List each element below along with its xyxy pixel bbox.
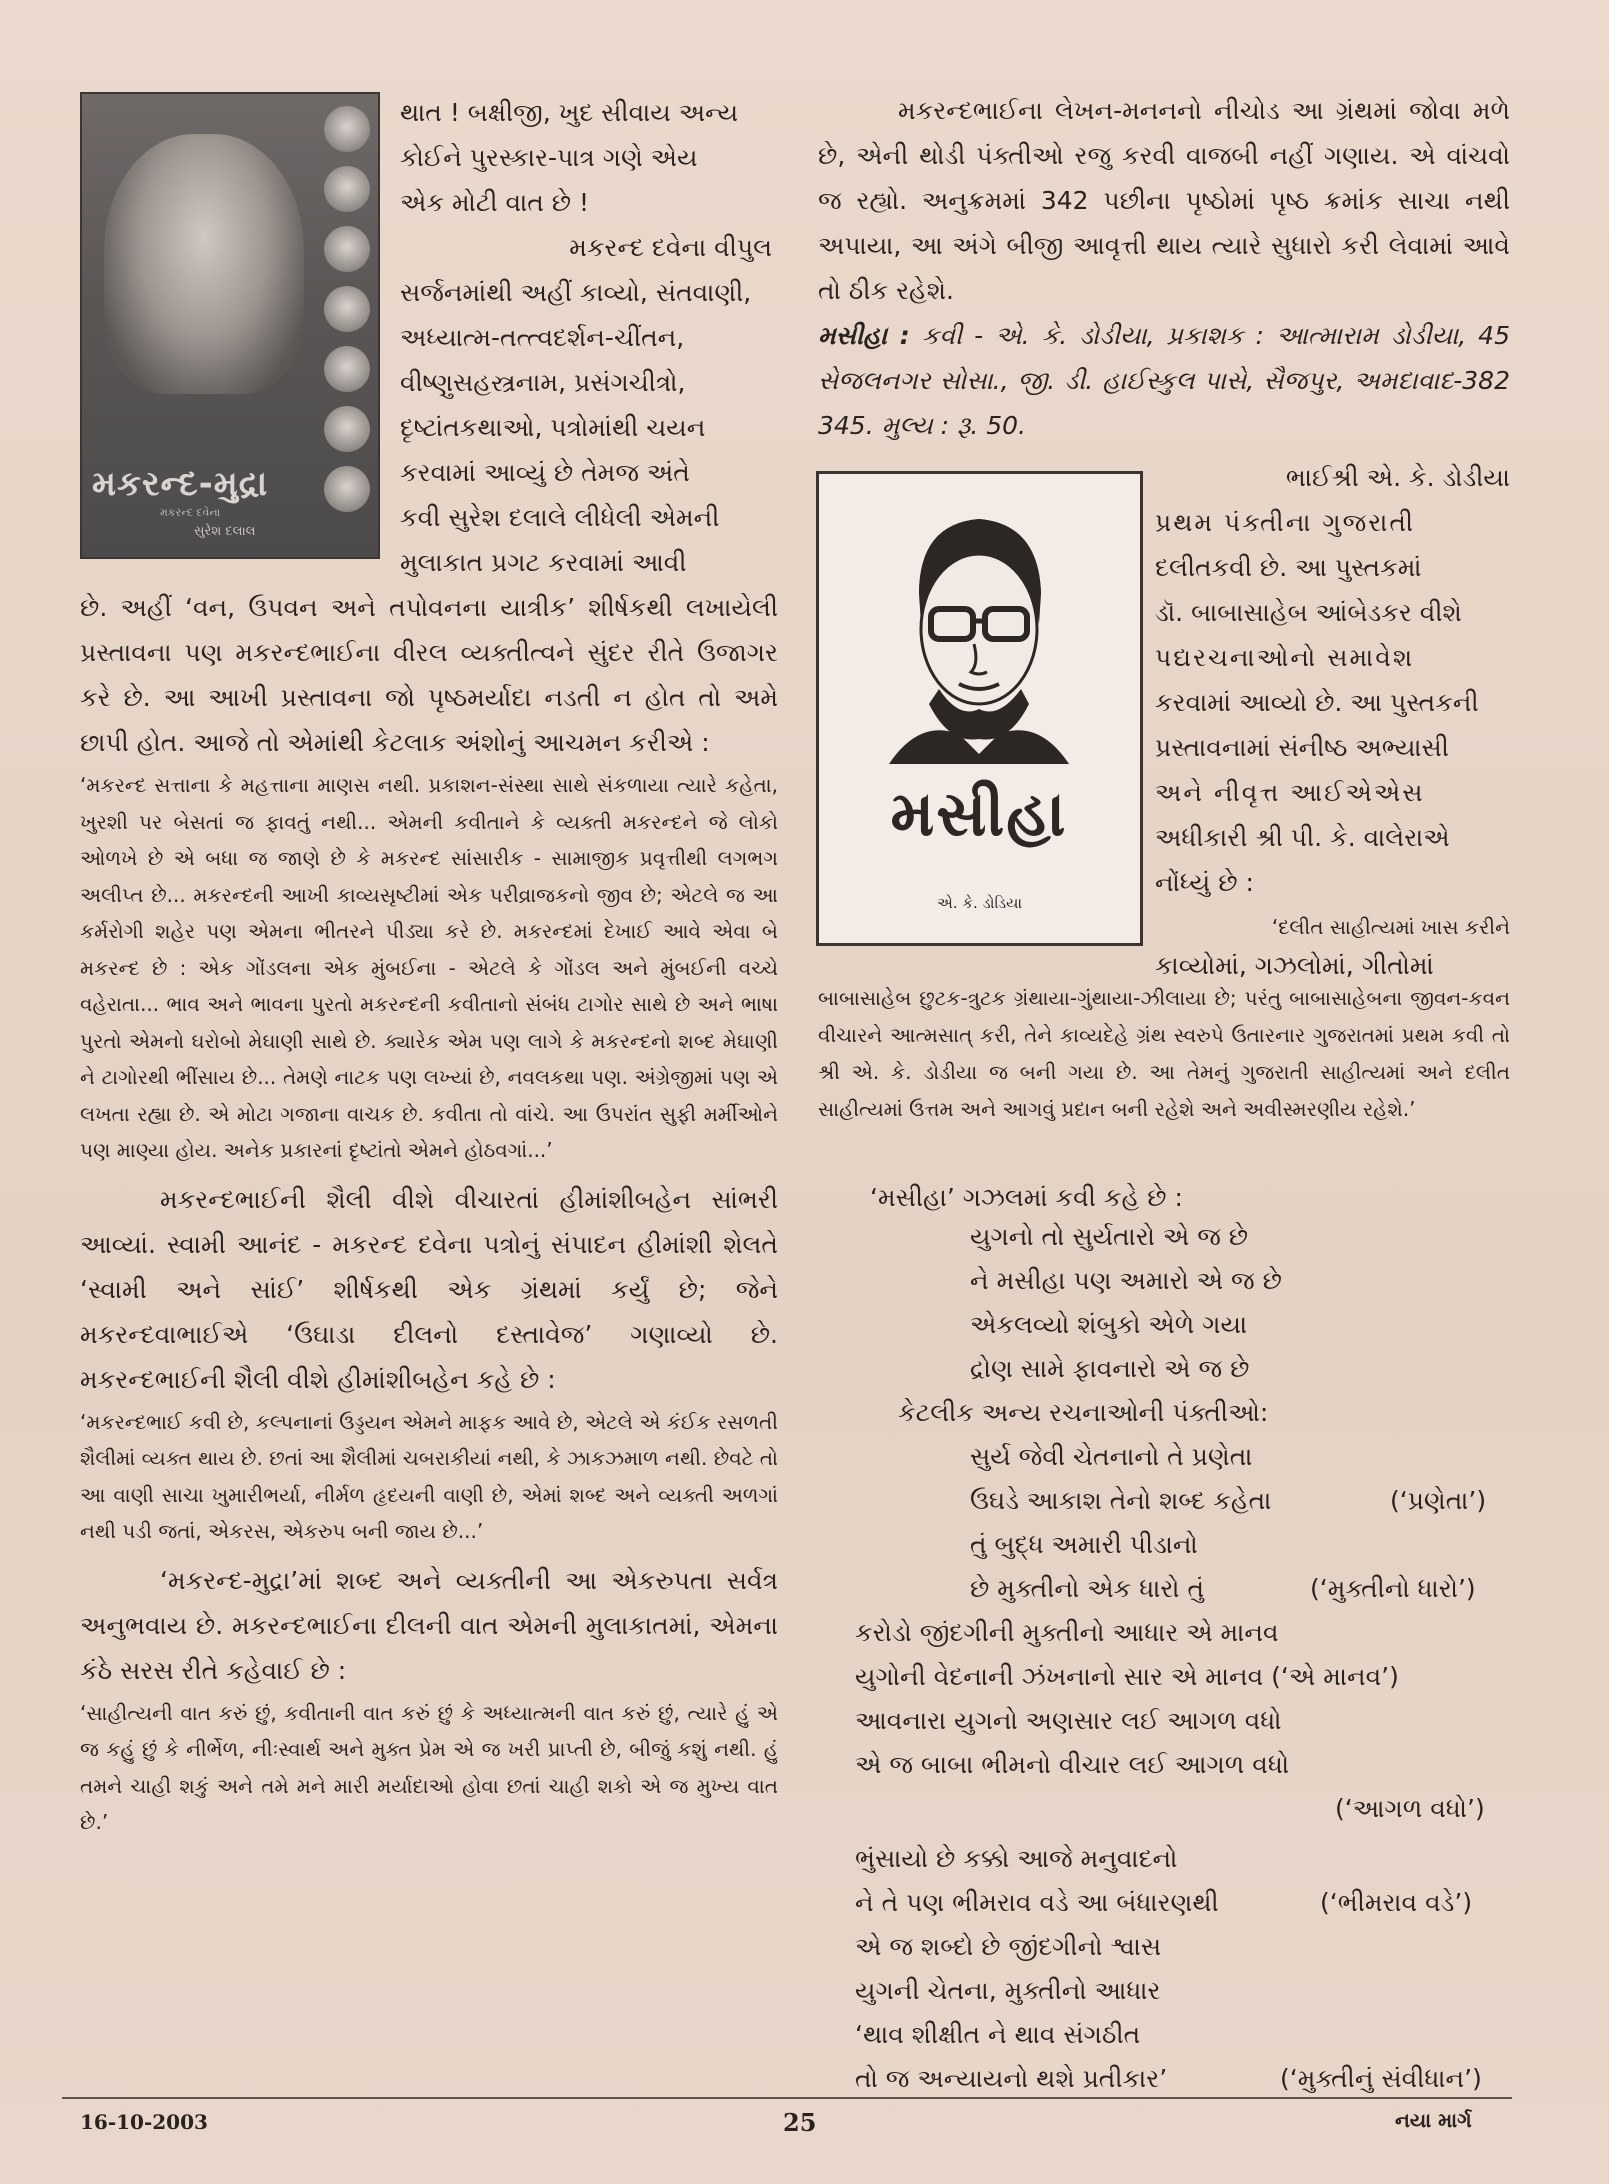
- paragraph: મકરન્દભાઈની શૈલી વીશે વીચારતાં હીમાંશીબહેન સાંભરી આવ્યાં. સ્વામી આનંદ - મકરન્દ દવેના પત્રોનું સંપાદન હીમાંશી શેલતે ‘સ્વામી અને સાંઈ’ શીર્ષકથી એક ગ્રંથમાં કર્યું છે; જેને મકરન્દવાભાઈએ ‘ઉઘાડા દીલનો દસ્તાવેજ’ ગણાવ્યો છે. મકરન્દભાઈની શૈલી વીશે હીમાંશીબહેન કહે છે :: [80, 1184, 778, 1394]
- text-line: પ્રસ્તાવનામાં સંનીષ્ઠ અભ્યાસી: [1155, 733, 1449, 762]
- verse-line: દ્રોણ સામે ફાવનારો એ જ છે: [970, 1354, 1250, 1383]
- verse-line: એ જ બાબા ભીમનો વીચાર લઈ આગળ વધો: [855, 1750, 1290, 1779]
- text-line: ભાઈશ્રી એ. કે. ડોડીયા: [1285, 463, 1510, 492]
- cover-title: મસીહા: [890, 777, 1068, 850]
- verse-line: ને તે પણ ભીમરાવ વડે આ બંધારણથી: [855, 1888, 1219, 1917]
- text-line: ડૉ. બાબાસાહેબ આંબેડકર વીશે: [1155, 598, 1462, 627]
- cover-author: એ. કે. ડોડિયા: [937, 894, 1023, 912]
- quote-block: બાબાસાહેબ છુટક-ત્રુટક ગ્રંથાયા-ગુંથાયા-ઝીલાયા છે; પરંતુ બાબાસાહેબના જીવન-કવન વીચારને આત્મસાત્ કરી, તેને કાવ્યદેહે ગ્રંથ સ્વરુપે ઉતારનાર ગુજરાતમાં પ્રથમ કવી તો શ્રી એ. કે. ડોડીયા જ બની ગયા છે. આ તેમનું ગુજરાતી સાહીત્યમાં અને દલીત સાહીત્યમાં ઉત્તમ અને આગવું પ્રદાન બની રહેશે અને અવીસ્મરણીય રહેશે.’: [818, 986, 1510, 1121]
- verse-line: ‘થાવ શીક્ષીત ને થાવ સંગઠીત: [855, 2020, 1141, 2049]
- paragraph: ‘મકરન્દ-મુદ્રા’માં શબ્દ અને વ્યક્તીની આ એકરુપતા સર્વત્ર અનુભવાય છે. મકરન્દભાઈના દીલની વાત એમની મુલાકાતમાં, એમના કંઠે સરસ રીતે કહેવાઈ છે :: [80, 1565, 778, 1685]
- text-line: કરવામાં આવ્યું છે તેમજ અંતે: [400, 458, 690, 487]
- text-line: કાવ્યોમાં, ગઝલોમાં, ગીતોમાં: [1155, 950, 1434, 980]
- poem-reference: (‘મુક્તીનો ધારો’): [1310, 1574, 1476, 1603]
- ambedkar-portrait: [879, 504, 1079, 764]
- text-line: નોંધ્યું છે :: [1155, 868, 1254, 897]
- text-line: દલીતકવી છે. આ પુસ્તકમાં: [1155, 553, 1422, 582]
- text-line: કરવામાં આવ્યો છે. આ પુસ્તકની: [1155, 688, 1479, 717]
- cover-title: મકરન્દ-મુદ્રા: [92, 464, 269, 504]
- text-line: દૃષ્ટાંતકથાઓ, પત્રોમાંથી ચયન: [400, 413, 706, 442]
- journal-name: નયા માર્ગ: [1395, 2108, 1472, 2132]
- cover-editor: સુરેશ દલાલ: [194, 524, 256, 539]
- verse-line: સુર્ય જેવી ચેતનાનો તે પ્રણેતા: [970, 1442, 1253, 1471]
- text-line: કવી સુરેશ દલાલે લીધેલી એમની: [400, 503, 720, 532]
- footer-date: 16-10-2003: [80, 2110, 208, 2134]
- verse-line: એ જ શબ્દો છે જીંદગીનો શ્વાસ: [855, 1932, 1162, 1961]
- text-line: મકરન્દ દવેના વીપુલ: [569, 233, 772, 262]
- paragraph: છે. અહીં ‘વન, ઉપવન અને તપોવનના યાત્રીક’ શીર્ષકથી લખાયેલી પ્રસ્તાવના પણ મકરન્દભાઈના વીરલ વ્યક્તીત્વને સુંદર રીતે ઉજાગર કરે છે. આ આખી પ્રસ્તાવના જો પૃષ્ઠમર્યાદા નડતી ન હોત તો અમે છાપી હોત. આજે તો એમાંથી કેટલાક અંશોનું આચમન કરીએ :: [80, 593, 778, 757]
- text-line: થાત ! બક્ષીજી, ખુદ સીવાય અન્ય: [400, 98, 739, 127]
- text-line: કોઈને પુરસ્કાર-પાત્ર ગણે એય: [400, 143, 698, 172]
- left-intro-narrow: [400, 90, 778, 585]
- verse-line: એકલવ્યો શંબુકો એળે ગયા: [970, 1310, 1248, 1339]
- book-cover-makarand-mudra: [80, 92, 380, 559]
- quote-block: ‘સાહીત્યની વાત કરું છું, કવીતાની વાત કરું છું કે અધ્યાત્મની વાત કરું છું, ત્યારે હું એ જ કહું છું કે નીર્ભેળ, નીઃસ્વાર્થ અને મુક્ત પ્રેમ એ જ ખરી પ્રાપ્તી છે, બીજું કશું નથી. હું તમને ચાહી શકું અને તમે મને મારી મર્યાદાઓ હોવા છતાં ચાહી શકો એ જ મુખ્ય વાત છે.’: [80, 1700, 778, 1834]
- page-number: 25: [783, 2108, 817, 2137]
- text-line: મુલાકાત પ્રગટ કરવામાં આવી: [400, 548, 687, 577]
- quote-block: ‘મકરન્દભાઈ કવી છે, કલ્પનાનાં ઉડ્ડયન એમને માફક આવે છે, એટલે એ કંઈક રસળતી શૈલીમાં વ્યક્ત થાય છે. છતાં આ શૈલીમાં ચબરાકીયાં નથી, કે ઝાકઝમાળ નથી. છેવટે તો આ વાણી સાચા ખુમારીભર્યા, નીર્મળ હૃદયની વાણી છે, એમાં શબ્દ અને વ્યક્તી અળગાં નથી પડી જતાં, એકરસ, એકરુપ બની જાય છે...’: [80, 1409, 778, 1543]
- poem-reference: (‘ભીમરાવ વડે’): [1320, 1888, 1473, 1917]
- text-line: અધ્યાત્મ-તત્ત્વદર્શન-ચીંતન,: [400, 323, 685, 352]
- text-line: ‘દલીત સાહીત્યમાં ખાસ કરીને: [1271, 915, 1510, 939]
- text-line: પદ્યરચનાઓનો સમાવેશ: [1155, 643, 1415, 672]
- cover-subtitle: મકરન્દ દવેના: [160, 506, 221, 519]
- right-quote: [818, 980, 1510, 1128]
- right-intro-narrow: [1155, 455, 1510, 986]
- cover-face-thumbnail: [324, 166, 370, 212]
- verse-line: કરોડો જીંદગીની મુક્તીનો આધાર એ માનવ: [855, 1618, 1279, 1647]
- text-line: અધીકારી શ્રી પી. કે. વાલેરાએ: [1155, 823, 1450, 852]
- poem-reference: (‘આગળ વધો’): [1335, 1794, 1485, 1823]
- text-line: વીષ્ણુસહસ્ત્રનામ, પ્રસંગચીત્રો,: [400, 368, 686, 397]
- other-intro: કેટલીક અન્ય રચનાઓની પંક્તીઓ:: [898, 1398, 1269, 1427]
- verse-line: તો જ અન્યાયનો થશે પ્રતીકાર’: [855, 2064, 1168, 2093]
- text-line: અને નીવૃત્ત આઈએએસ: [1155, 778, 1425, 807]
- verse-line: ભુંસાયો છે કક્કો આજે મનુવાદનો: [855, 1844, 1178, 1873]
- verse-line: યુગનો તો સુર્યતારો એ જ છે: [970, 1222, 1249, 1251]
- verse-line: ને મસીહા પણ અમારો એ જ છે: [970, 1266, 1282, 1295]
- book-label: મસીહા :: [818, 321, 910, 350]
- masiha-intro: [870, 1175, 1470, 1220]
- footer-divider: [62, 2097, 1512, 2099]
- cover-face-thumbnail: [324, 406, 370, 452]
- cover-portrait: [104, 134, 304, 394]
- quote-block: ‘મકરન્દ સત્તાના કે મહત્તાના માણસ નથી. પ્રકાશન-સંસ્થા સાથે સંકળાયા ત્યારે કહેતા, ખુરશી પર બેસતાં જ ફાવતું નથી... એમની કવીતાને કે વ્યક્તી મકરન્દને જે લોકો ઓળખે છે એ બધા જ જાણે છે કે મકરન્દ સાંસારીક - સામાજીક પ્રવૃત્તીથી લગભગ અલીપ્ત છે... મકરન્દની આખી કાવ્યસૃષ્ટીમાં એક પરીવ્રાજકનો જીવ છે; એટલે જ આ કર્મરોગી શહેર પણ એમના ભીતરને પીડ્યા કરે છે. મકરન્દમાં દેખાઈ આવે એવા બે મકરન્દ છે : એક ગોંડલના એક મુંબઈના - એટલે કે ગોંડલ અને મુંબઈની વચ્ચે વહેરાતા... ભાવ અને ભાવના પુરતો મકરન્દની કવીતાનો સંબંધ ટાગોર સાથે છે અને ભાષા પુરતો એમનો ઘરોબો મેઘાણી સાથે છે. ક્યારેક એમ પણ લાગે કે મકરન્દનો શબ્દ મેઘાણી ને ટાગોરથી ભીંસાય છે... તેમણે નાટક પણ લખ્યાં છે, નવલકથા પણ. અંગ્રેજીમાં પણ એ લખતા રહ્યા છે. એ મોટા ગજાના વાચક છે. કવીતા તો વાંચે. આ ઉપરાંત સુફી મર્મીઓને પણ માણ્યા હોય. અનેક પ્રકારનાં દૃષ્ટાંતો એમને હોઠવગાં...’: [80, 773, 778, 1162]
- cover-face-thumbnail: [324, 106, 370, 152]
- book-details: [818, 313, 1510, 448]
- right-column-top: [818, 88, 1510, 448]
- book-info: કવી - એ. કે. ડોડીયા, પ્રકાશક : આત્મારામ ડોડીયા, 45 સેજલનગર સોસા., જી. ડી. હાઈસ્કુલ પાસે, સૈજપુર, અમદાવાદ-382 345. મુલ્ય : રૂ. 50.: [818, 321, 1510, 440]
- verse-line: તું બુદ્ધ અમારી પીડાનો: [970, 1530, 1198, 1559]
- poem-reference: (‘પ્રણેતા’): [1390, 1486, 1487, 1515]
- text-line: સર્જનમાંથી અહીં કાવ્યો, સંતવાણી,: [400, 278, 752, 307]
- text-line: એક મોટી વાત છે !: [400, 188, 590, 217]
- verse-line: આવનારા યુગનો અણસાર લઈ આગળ વધો: [855, 1706, 1282, 1735]
- verse-line: ઉઘડે આકાશ તેનો શબ્દ કહેતા: [970, 1486, 1272, 1515]
- left-column: [80, 585, 778, 1841]
- text-line: ‘મસીહા’ ગઝલમાં કવી કહે છે :: [870, 1183, 1183, 1212]
- cover-face-thumbnail: [324, 226, 370, 272]
- book-cover-masiha: [816, 471, 1143, 946]
- verse-line: યુગની ચેતના, મુક્તીનો આધાર: [855, 1976, 1161, 2005]
- cover-face-thumbnail: [324, 286, 370, 332]
- text-line: પ્રથમ પંક્તીના ગુજરાતી: [1155, 508, 1416, 537]
- verse-line: છે મુક્તીનો એક ધારો તું: [970, 1574, 1205, 1603]
- paragraph: મકરન્દભાઈના લેખન-મનનનો નીચોડ આ ગ્રંથમાં જોવા મળે છે, એની થોડી પંક્તીઓ રજુ કરવી વાજબી નહીં ગણાય. એ વાંચવો જ રહ્યો. અનુક્રમમાં 342 પછીના પૃષ્ઠોમાં પૃષ્ઠ ક્રમાંક સાચા નથી અપાયા, આ અંગે બીજી આવૃત્તી થાય ત્યારે સુધારો કરી લેવામાં આવે તો ઠીક રહેશે.: [818, 96, 1510, 305]
- verse-line: યુગોની વેદનાની ઝંખનાનો સાર એ માનવ (‘એ માનવ’): [855, 1662, 1399, 1691]
- cover-face-thumbnail: [324, 346, 370, 392]
- poem-reference: (‘મુક્તીનું સંવીધાન’): [1280, 2064, 1482, 2093]
